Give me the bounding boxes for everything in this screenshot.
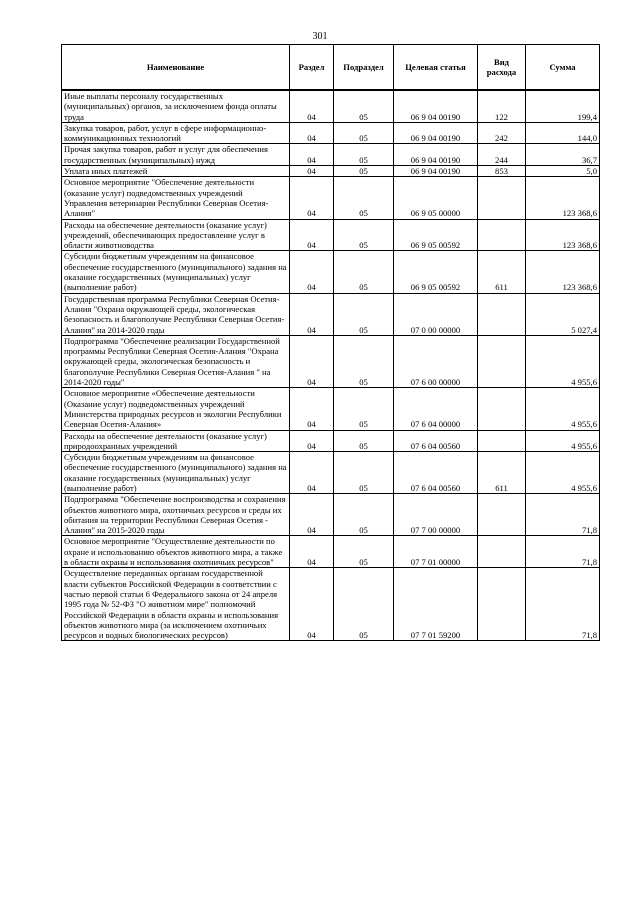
row-subsection: 05 <box>334 177 394 219</box>
header-expense-type: Вид расхода <box>478 45 526 91</box>
table-row <box>62 166 600 177</box>
row-target: 06 9 04 00190 <box>394 166 478 177</box>
row-amount: 199,4 <box>526 90 600 122</box>
row-amount: 36,7 <box>526 144 600 166</box>
budget-table <box>61 44 600 641</box>
row-name: Основное мероприятие "Осуществление деятельности по охране и использованию объектов животного мира, а также в области охраны и использования охотничьих ресурсов" <box>62 536 290 568</box>
row-target: 06 9 05 00000 <box>394 177 478 219</box>
row-name: Закупка товаров, работ, услуг в сфере информационно-коммуникационных технологий <box>62 122 290 144</box>
table-row <box>62 122 600 144</box>
row-subsection: 05 <box>334 388 394 430</box>
row-name: Расходы на обеспечение деятельности (оказание услуг) природоохранных учреждений <box>62 430 290 452</box>
row-amount: 5 027,4 <box>526 293 600 335</box>
row-section: 04 <box>290 219 334 251</box>
table-row <box>62 494 600 536</box>
row-target: 06 9 05 00592 <box>394 251 478 293</box>
row-name: Государственная программа Республики Северная Осетия-Алания "Охрана окружающей среды, экологическая безопасность и благополучие Республики Северная Осетия-Алания" на 2014-2020 годы <box>62 293 290 335</box>
row-expense-type: 244 <box>478 144 526 166</box>
row-amount: 123 368,6 <box>526 251 600 293</box>
row-target: 07 0 00 00000 <box>394 293 478 335</box>
row-subsection: 05 <box>334 452 394 494</box>
row-expense-type <box>478 177 526 219</box>
table-row <box>62 251 600 293</box>
header-name: Наименование <box>62 45 290 91</box>
row-section: 04 <box>290 568 334 641</box>
table-row <box>62 568 600 641</box>
row-name: Подпрограмма "Обеспечение реализации Государственной программы Республики Северная Осетия-Алания "Охрана окружающей среды, экологическая безопасность и благополучие Республики Северная Осетия-Алания " на 2014-2020 годы" <box>62 335 290 387</box>
row-subsection: 05 <box>334 219 394 251</box>
row-target: 07 6 00 00000 <box>394 335 478 387</box>
row-section: 04 <box>290 452 334 494</box>
table-row <box>62 144 600 166</box>
row-expense-type: 122 <box>478 90 526 122</box>
header-target: Целевая статья <box>394 45 478 91</box>
header-subsection: Подраздел <box>334 45 394 91</box>
row-name: Субсидии бюджетным учреждениям на финансовое обеспечение государственного (муниципального) задания на оказание государственных (муниципальных) услуг (выполнение работ) <box>62 452 290 494</box>
table-row <box>62 177 600 219</box>
row-expense-type: 242 <box>478 122 526 144</box>
row-amount: 71,8 <box>526 494 600 536</box>
table-row <box>62 430 600 452</box>
row-expense-type <box>478 219 526 251</box>
row-section: 04 <box>290 430 334 452</box>
row-section: 04 <box>290 388 334 430</box>
header-amount: Сумма <box>526 45 600 91</box>
row-name: Прочая закупка товаров, работ и услуг для обеспечения государственных (муниципальных) нужд <box>62 144 290 166</box>
row-target: 06 9 05 00592 <box>394 219 478 251</box>
row-name: Субсидии бюджетным учреждениям на финансовое обеспечение государственного (муниципального) задания на оказание государственных (муниципальных) услуг (выполнение работ) <box>62 251 290 293</box>
row-amount: 4 955,6 <box>526 335 600 387</box>
row-subsection: 05 <box>334 293 394 335</box>
row-amount: 71,8 <box>526 568 600 641</box>
row-amount: 4 955,6 <box>526 452 600 494</box>
row-section: 04 <box>290 536 334 568</box>
table-header <box>62 45 600 91</box>
row-subsection: 05 <box>334 90 394 122</box>
row-subsection: 05 <box>334 251 394 293</box>
row-subsection: 05 <box>334 568 394 641</box>
table-body <box>62 90 600 641</box>
row-target: 07 7 00 00000 <box>394 494 478 536</box>
table-row <box>62 293 600 335</box>
row-expense-type: 611 <box>478 452 526 494</box>
row-section: 04 <box>290 251 334 293</box>
row-section: 04 <box>290 177 334 219</box>
header-section: Раздел <box>290 45 334 91</box>
table-row <box>62 536 600 568</box>
row-amount: 5,0 <box>526 166 600 177</box>
row-subsection: 05 <box>334 536 394 568</box>
row-amount: 4 955,6 <box>526 430 600 452</box>
row-name: Расходы на обеспечение деятельности (оказание услуг) учреждений, обеспечивающих предоставление услуг в области животноводства <box>62 219 290 251</box>
row-section: 04 <box>290 144 334 166</box>
row-target: 07 7 01 00000 <box>394 536 478 568</box>
row-amount: 123 368,6 <box>526 219 600 251</box>
table-row <box>62 452 600 494</box>
row-target: 07 6 04 00560 <box>394 452 478 494</box>
row-expense-type <box>478 293 526 335</box>
row-expense-type <box>478 388 526 430</box>
row-section: 04 <box>290 166 334 177</box>
row-expense-type <box>478 536 526 568</box>
row-section: 04 <box>290 293 334 335</box>
row-section: 04 <box>290 122 334 144</box>
row-expense-type <box>478 568 526 641</box>
row-expense-type <box>478 430 526 452</box>
row-target: 06 9 04 00190 <box>394 144 478 166</box>
row-subsection: 05 <box>334 122 394 144</box>
row-expense-type: 611 <box>478 251 526 293</box>
table-row <box>62 219 600 251</box>
row-target: 06 9 04 00190 <box>394 122 478 144</box>
row-subsection: 05 <box>334 494 394 536</box>
row-expense-type <box>478 494 526 536</box>
row-section: 04 <box>290 90 334 122</box>
row-amount: 123 368,6 <box>526 177 600 219</box>
row-amount: 4 955,6 <box>526 388 600 430</box>
row-name: Уплата иных платежей <box>62 166 290 177</box>
row-subsection: 05 <box>334 430 394 452</box>
row-target: 07 6 04 00560 <box>394 430 478 452</box>
row-amount: 144,0 <box>526 122 600 144</box>
row-name: Подпрограмма "Обеспечение воспроизводства и сохранения объектов животного мира, охотничьих ресурсов и среды их обитания на территории Республики Северная Осетия - Алания" на 2015-2020 годы <box>62 494 290 536</box>
page-number: 301 <box>312 31 328 42</box>
row-subsection: 05 <box>334 166 394 177</box>
row-section: 04 <box>290 494 334 536</box>
row-subsection: 05 <box>334 335 394 387</box>
row-name: Иные выплаты персоналу государственных (муниципальных) органов, за исключением фонда оплаты труда <box>62 90 290 122</box>
row-target: 07 7 01 59200 <box>394 568 478 641</box>
table-row <box>62 388 600 430</box>
row-expense-type <box>478 335 526 387</box>
row-name: Основное мероприятие "Обеспечение деятельности (оказание услуг) подведомственных учреждений Управления ветеринарии Республики Северная Осетия-Алания" <box>62 177 290 219</box>
row-name: Основное мероприятие «Обеспечение деятельности (Оказание услуг) подведомственных учреждений Министерства природных ресурсов и экологии Республики Северная Осетия-Алания» <box>62 388 290 430</box>
row-target: 07 6 04 00000 <box>394 388 478 430</box>
row-section: 04 <box>290 335 334 387</box>
row-amount: 71,8 <box>526 536 600 568</box>
table-row <box>62 90 600 122</box>
row-name: Осуществление переданных органам государственной власти субъектов Российской Федерации в соответствии с частью первой статьи 6 Федерального закона от 24 апреля 1995 года № 52-ФЗ "О животном мире" полномочий Российской Федерации в области охраны и использования объектов животного мира (за исключением охотничьих ресурсов и водных биологических ресурсов) <box>62 568 290 641</box>
row-subsection: 05 <box>334 144 394 166</box>
row-target: 06 9 04 00190 <box>394 90 478 122</box>
row-expense-type: 853 <box>478 166 526 177</box>
table-row <box>62 335 600 387</box>
